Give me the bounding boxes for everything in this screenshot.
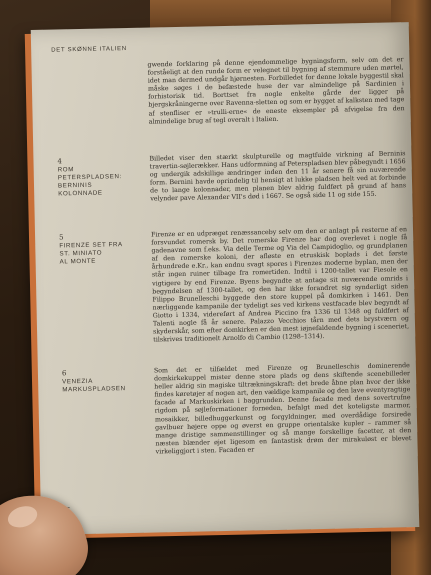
section-6-label-line: MARKUSPLADSEN [62, 385, 126, 394]
running-head: DET SKØNNE ITALIEN [51, 46, 128, 54]
section-4-label-line: KOLONNADE [58, 189, 103, 198]
section-5-number: 5 [59, 233, 64, 242]
section-6-paragraph: Som det er tilfældet med Firenze og Brunelleschis dominerende domkirkekuppel mister denne store plads og dens skiftende scenebilleder heller aldrig sin magiske tiltrækningskraft: det brede åbne plan hvor der ikke findes køretøjer af nogen art, den vældige kampanile og den lave eventyragtige facade af Markuskirken i baggrunden. Denne facade med dens sovertrufne rigdom på søjleformationer forneden, befalgt med det koteligste marmor, mosaikker, billedhuggerkunst og forgyldninger, med overdådige forsirede gavlbuer højere oppe og øverst en gruppe orientalske kupler – rammer så mange dristige sammenstillinger og så mange forskellige facetter, at den næsten blænder øjet ligesom en fantastisk drøm der mirakuløst er blevet virkeliggjort i sten. Facaden er [153, 362, 412, 456]
section-4-label-line: ROM [57, 166, 75, 174]
section-5 [59, 226, 410, 344]
intro-section [55, 56, 405, 126]
section-5-label-line: FIRENZE SET FRA [59, 241, 123, 250]
section-5-label-line: ST. MINIATO [59, 249, 103, 258]
section-6-number: 6 [61, 369, 67, 378]
section-4 [57, 150, 407, 204]
thumbnail-highlight [5, 503, 40, 531]
intro-paragraph: gwende forklaring på denne ejendommelige bygningsform, selv om det er forståeligt at den runde form er velegnet til bygning af stemmure uden mørtel, idet man dermed undgår hjørnesten. Forbilledet for denne lokale byggestil skal måske søges i de befæstede huse der var almindelige på Sardinien i forhistorisk tid. Borttset fra nogle enkelte gårde der ligger på bjergskråningerne over Ravenna-sletten og som er bygget af kalksten med tage af stenfliser er »trulli-erne« de eneste eksempler på afvigelse fra den almindelige brug af tegl overalt i Italien. [147, 56, 405, 126]
section-5-label [59, 232, 144, 267]
section-4-label-line: PETERSPLADSEN: [57, 173, 122, 182]
section-6 [61, 362, 412, 456]
section-6-label [62, 368, 147, 395]
section-4-label [57, 156, 142, 199]
section-5-paragraph: Firenze er en udpræget renæssanceby selv om den er anlagt på resterne af en forsvundet romersk by. Det romerske Firenze har dog overlevet i nogle få gadenavne som f.eks. Via delle Terme og Via del Campidoglio, og grundplanen af den romerske koloni, der afløste en etruskisk boplads i det første århundrede e.Kr., kan endnu svagt spores i Firenzes moderne byplan, men der står ingen ruiner tilbage fra romertiden. Indtil i 1200-tallet var Fiesole en vigtigere by end Firenze. Byens begyndte at antage sit nuværende omrids i begyndelsen af 1300-tallet, og den har ikke forandret sig synderligt siden Filippo Brunelleschi byggede den store kuppel på domkirken i 1461. Den nærliggende kampanile der tydeligt ses ved kirkens vestfacade blev begyndt af Giotto i 1334, videreført af Andrea Piccino fra 1336 til 1348 og fuldført af Talenti nogle få år senere. Palazzo Vecchios tårn med dets brystværn og skyderskår, som efter domkirken er den mest iøjnefaldende bygning i sceneriet, tilskrives traditionelt Arnolfo di Cambio (1298–1314). [151, 226, 410, 344]
section-6-label-line: VENEZIA [62, 377, 94, 386]
section-4-paragraph: Billedet viser den stærkt skulpturelle og magtfulde virkning af Berninis travertin-søjlerækker. Hans udformning af Peterspladsen blev påbegyndt i 1656 og undergik adskillige ændringer inden den 11 år senere få sin nuværende form. Bernini havde oprindelig til hensigt at lukke pladsen helt ved at forbinde de to lange kolonnader, men planen blev aldrig fuldført på grund af hans velynder pave Alexander VII's død i 1667. Se også side 11 og side 155. [149, 150, 407, 204]
section-4-label-line: BERNINIS [57, 181, 93, 190]
book-page [31, 22, 419, 535]
section-5-label-line: AL MONTE [59, 257, 97, 266]
section-4-number: 4 [57, 157, 63, 166]
